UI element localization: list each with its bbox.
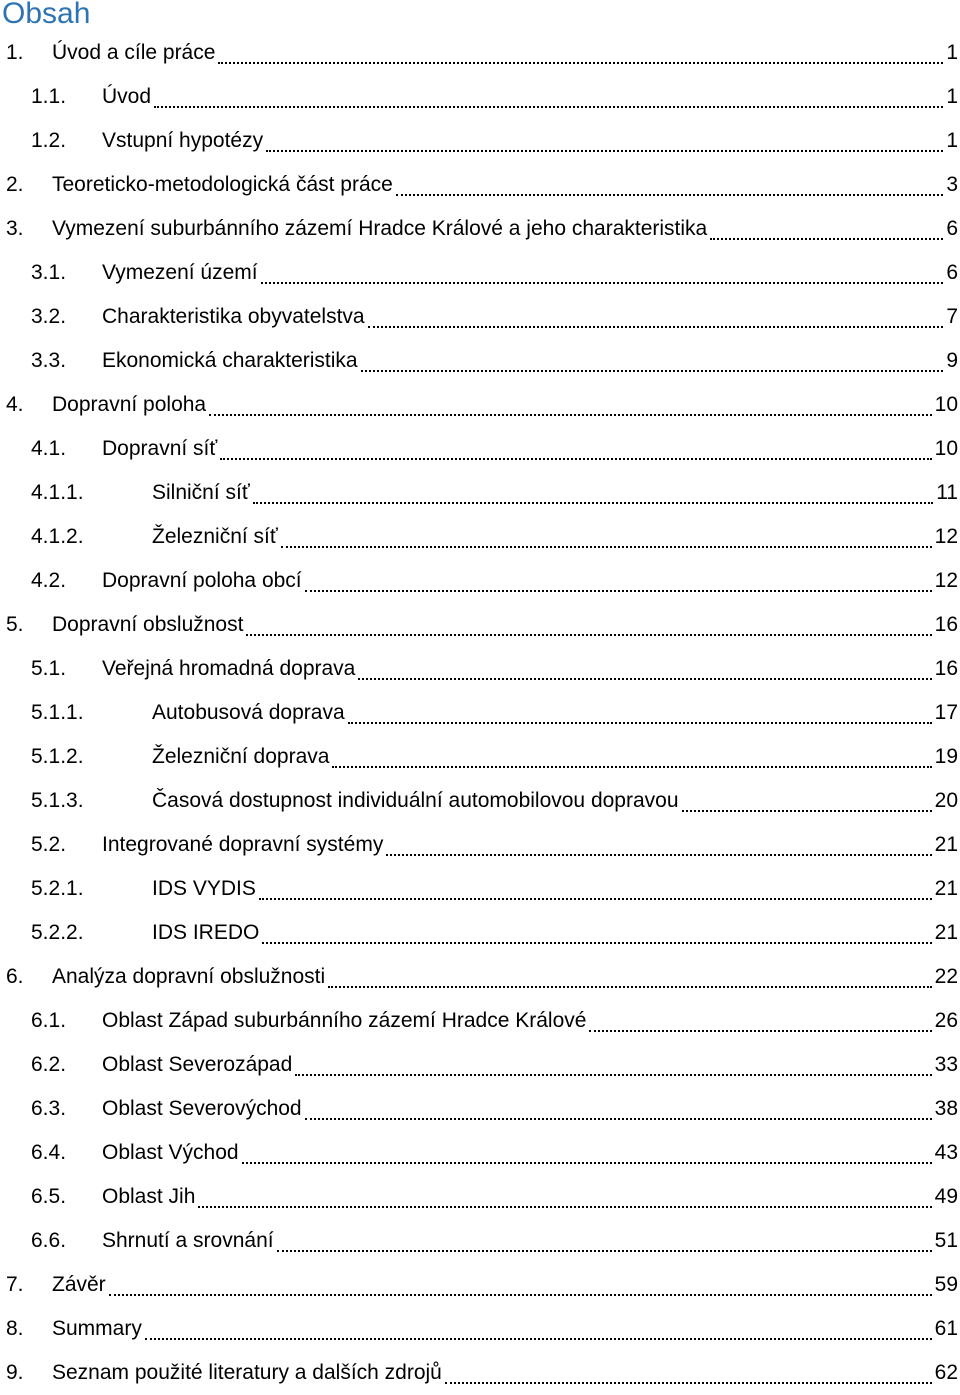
toc-entry-title: Úvod a cíle práce bbox=[52, 41, 216, 64]
toc-entry-page: 21 bbox=[934, 833, 958, 856]
dot-leader bbox=[109, 1294, 932, 1296]
toc-entry-page: 21 bbox=[934, 877, 958, 900]
toc-entry-number: 6.1. bbox=[31, 1009, 67, 1032]
toc-entry-page: 16 bbox=[934, 657, 958, 680]
toc-entry-number: 6.4. bbox=[31, 1141, 67, 1164]
toc-entry-title: Úvod bbox=[102, 85, 152, 108]
toc-entry-page: 7 bbox=[946, 305, 958, 328]
toc-entry-page: 3 bbox=[946, 173, 958, 196]
toc-entry-title: Autobusová doprava bbox=[152, 701, 345, 724]
dot-leader bbox=[262, 942, 931, 944]
toc-entry[interactable] bbox=[0, 207, 960, 251]
toc-entry-number: 8. bbox=[6, 1317, 24, 1340]
dot-leader bbox=[246, 634, 931, 636]
toc-entry-page: 1 bbox=[946, 129, 958, 152]
toc-entry[interactable] bbox=[0, 1351, 960, 1395]
toc-entry[interactable] bbox=[0, 427, 960, 471]
toc-entry-number: 5.1. bbox=[31, 657, 67, 680]
toc-entry-page: 33 bbox=[934, 1053, 958, 1076]
toc-entry[interactable] bbox=[0, 1087, 960, 1131]
toc-entry-title: Veřejná hromadná doprava bbox=[102, 657, 356, 680]
dot-leader bbox=[328, 986, 931, 988]
toc-entry-page: 43 bbox=[934, 1141, 958, 1164]
toc-entry-title: Summary bbox=[52, 1317, 142, 1340]
toc-entry[interactable] bbox=[0, 295, 960, 339]
toc-entry-number: 9. bbox=[6, 1361, 24, 1384]
toc-entry-number: 3. bbox=[6, 217, 24, 240]
toc-entry-page: 21 bbox=[934, 921, 958, 944]
toc-entry[interactable] bbox=[0, 1307, 960, 1351]
dot-leader bbox=[682, 810, 932, 812]
toc-entry-title: Oblast Jih bbox=[102, 1185, 196, 1208]
toc-entry[interactable] bbox=[0, 75, 960, 119]
toc-entry-title: Železniční síť bbox=[152, 525, 278, 548]
toc-entry-number: 5. bbox=[6, 613, 24, 636]
toc-entry-title: Oblast Severovýchod bbox=[102, 1097, 302, 1120]
toc-entry[interactable] bbox=[0, 1175, 960, 1219]
toc-entry-number: 3.1. bbox=[31, 261, 67, 284]
toc-entry-page: 20 bbox=[934, 789, 958, 812]
toc-entry[interactable] bbox=[0, 119, 960, 163]
toc-entry-number: 6.2. bbox=[31, 1053, 67, 1076]
toc-entry[interactable] bbox=[0, 1131, 960, 1175]
toc-entry[interactable] bbox=[0, 1263, 960, 1307]
toc-entry-number: 5.1.3. bbox=[31, 789, 84, 812]
toc-entry-title: Charakteristika obyvatelstva bbox=[102, 305, 365, 328]
toc-entry-page: 11 bbox=[936, 481, 958, 504]
toc-entry-page: 10 bbox=[934, 393, 958, 416]
dot-leader bbox=[305, 1118, 932, 1120]
toc-entry[interactable] bbox=[0, 823, 960, 867]
dot-leader bbox=[368, 326, 944, 328]
toc-entry-number: 1.1. bbox=[31, 85, 67, 108]
dot-leader bbox=[348, 722, 932, 724]
toc-entry[interactable] bbox=[0, 691, 960, 735]
toc-entry-title: Dopravní poloha obcí bbox=[102, 569, 302, 592]
dot-leader bbox=[281, 546, 932, 548]
toc-entry-page: 61 bbox=[934, 1317, 958, 1340]
dot-leader bbox=[589, 1030, 931, 1032]
toc-entry-title: Shrnutí a srovnání bbox=[102, 1229, 274, 1252]
toc-entry-page: 22 bbox=[934, 965, 958, 988]
toc-entry[interactable] bbox=[0, 1043, 960, 1087]
toc-entry[interactable] bbox=[0, 163, 960, 207]
toc-entry-page: 38 bbox=[934, 1097, 958, 1120]
dot-leader bbox=[154, 106, 943, 108]
toc-list bbox=[0, 31, 960, 1395]
toc-entry-number: 3.3. bbox=[31, 349, 67, 372]
toc-entry-page: 16 bbox=[934, 613, 958, 636]
dot-leader bbox=[710, 238, 943, 240]
toc-entry-page: 26 bbox=[934, 1009, 958, 1032]
toc-entry[interactable] bbox=[0, 603, 960, 647]
dot-leader bbox=[145, 1338, 932, 1340]
toc-entry-number: 5.2.1. bbox=[31, 877, 84, 900]
toc-entry-page: 1 bbox=[946, 85, 958, 108]
toc-entry-title: Teoreticko-metodologická část práce bbox=[52, 173, 393, 196]
toc-entry-page: 59 bbox=[934, 1273, 958, 1296]
toc-entry[interactable] bbox=[0, 647, 960, 691]
dot-leader bbox=[209, 414, 932, 416]
dot-leader bbox=[361, 370, 944, 372]
toc-entry-number: 6.5. bbox=[31, 1185, 67, 1208]
toc-entry-title: Oblast Východ bbox=[102, 1141, 239, 1164]
toc-entry-number: 5.2. bbox=[31, 833, 67, 856]
toc-entry-number: 4.1.2. bbox=[31, 525, 84, 548]
toc-entry[interactable] bbox=[0, 383, 960, 427]
toc-entry-title: Vymezení suburbánního zázemí Hradce Králové a jeho charakteristika bbox=[52, 217, 708, 240]
toc-entry-page: 17 bbox=[934, 701, 958, 724]
toc-entry-number: 5.1.2. bbox=[31, 745, 84, 768]
dot-leader bbox=[295, 1074, 931, 1076]
dot-leader bbox=[259, 898, 932, 900]
toc-entry-number: 5.1.1. bbox=[31, 701, 84, 724]
toc-entry-title: Seznam použité literatury a dalších zdrojů bbox=[52, 1361, 442, 1384]
dot-leader bbox=[305, 590, 932, 592]
toc-entry-title: Analýza dopravní obslužnosti bbox=[52, 965, 326, 988]
dot-leader bbox=[253, 502, 933, 504]
toc-entry-number: 3.2. bbox=[31, 305, 67, 328]
dot-leader bbox=[277, 1250, 932, 1252]
toc-entry[interactable] bbox=[0, 1219, 960, 1263]
toc-entry-page: 12 bbox=[934, 569, 958, 592]
toc-title: Obsah bbox=[2, 0, 91, 30]
toc-entry[interactable] bbox=[0, 31, 960, 75]
toc-entry-title: Závěr bbox=[52, 1273, 106, 1296]
toc-entry-title: Dopravní poloha bbox=[52, 393, 207, 416]
toc-entry-page: 62 bbox=[934, 1361, 958, 1384]
toc-entry-page: 6 bbox=[946, 261, 958, 284]
dot-leader bbox=[386, 854, 931, 856]
dot-leader bbox=[266, 150, 943, 152]
toc-entry[interactable] bbox=[0, 999, 960, 1043]
toc-entry-page: 6 bbox=[946, 217, 958, 240]
toc-entry-title: Dopravní obslužnost bbox=[52, 613, 244, 636]
toc-entry-number: 1. bbox=[6, 41, 24, 64]
toc-entry-number: 6.6. bbox=[31, 1229, 67, 1252]
toc-entry-title: Vstupní hypotézy bbox=[102, 129, 264, 152]
toc-entry-page: 19 bbox=[934, 745, 958, 768]
toc-entry[interactable] bbox=[0, 471, 960, 515]
dot-leader bbox=[218, 62, 943, 64]
dot-leader bbox=[220, 458, 931, 460]
toc-entry-title: Železniční doprava bbox=[152, 745, 330, 768]
toc-entry-number: 1.2. bbox=[31, 129, 67, 152]
toc-entry[interactable] bbox=[0, 339, 960, 383]
dot-leader bbox=[396, 194, 943, 196]
toc-entry-title: Ekonomická charakteristika bbox=[102, 349, 358, 372]
toc-entry-number: 7. bbox=[6, 1273, 24, 1296]
toc-entry-number: 2. bbox=[6, 173, 24, 196]
toc-entry[interactable] bbox=[0, 911, 960, 955]
toc-entry[interactable] bbox=[0, 735, 960, 779]
toc-entry-page: 10 bbox=[934, 437, 958, 460]
toc-entry-number: 6.3. bbox=[31, 1097, 67, 1120]
dot-leader bbox=[358, 678, 931, 680]
toc-entry-page: 12 bbox=[934, 525, 958, 548]
toc-entry-title: Silniční síť bbox=[152, 481, 250, 504]
toc-entry-number: 5.2.2. bbox=[31, 921, 84, 944]
toc-entry[interactable] bbox=[0, 779, 960, 823]
dot-leader bbox=[332, 766, 931, 768]
dot-leader bbox=[261, 282, 944, 284]
toc-entry-title: Integrované dopravní systémy bbox=[102, 833, 384, 856]
toc-entry-page: 51 bbox=[934, 1229, 958, 1252]
toc-entry[interactable] bbox=[0, 251, 960, 295]
toc-entry-page: 49 bbox=[934, 1185, 958, 1208]
dot-leader bbox=[198, 1206, 931, 1208]
toc-entry-page: 1 bbox=[946, 41, 958, 64]
toc-entry[interactable] bbox=[0, 515, 960, 559]
toc-entry[interactable] bbox=[0, 867, 960, 911]
toc-entry-title: Vymezení území bbox=[102, 261, 258, 284]
toc-entry-title: Dopravní síť bbox=[102, 437, 218, 460]
dot-leader bbox=[242, 1162, 932, 1164]
toc-entry-number: 4.1.1. bbox=[31, 481, 84, 504]
toc-entry-title: Časová dostupnost individuální automobilovou dopravou bbox=[152, 789, 679, 812]
toc-entry[interactable] bbox=[0, 559, 960, 603]
toc-entry[interactable] bbox=[0, 955, 960, 999]
toc-entry-number: 4.2. bbox=[31, 569, 67, 592]
toc-entry-number: 4. bbox=[6, 393, 24, 416]
toc-entry-number: 6. bbox=[6, 965, 24, 988]
toc-entry-title: IDS IREDO bbox=[152, 921, 260, 944]
toc-entry-title: Oblast Západ suburbánního zázemí Hradce Králové bbox=[102, 1009, 587, 1032]
toc-entry-page: 9 bbox=[946, 349, 958, 372]
toc-entry-title: IDS VYDIS bbox=[152, 877, 256, 900]
toc-entry-title: Oblast Severozápad bbox=[102, 1053, 293, 1076]
toc-entry-number: 4.1. bbox=[31, 437, 67, 460]
